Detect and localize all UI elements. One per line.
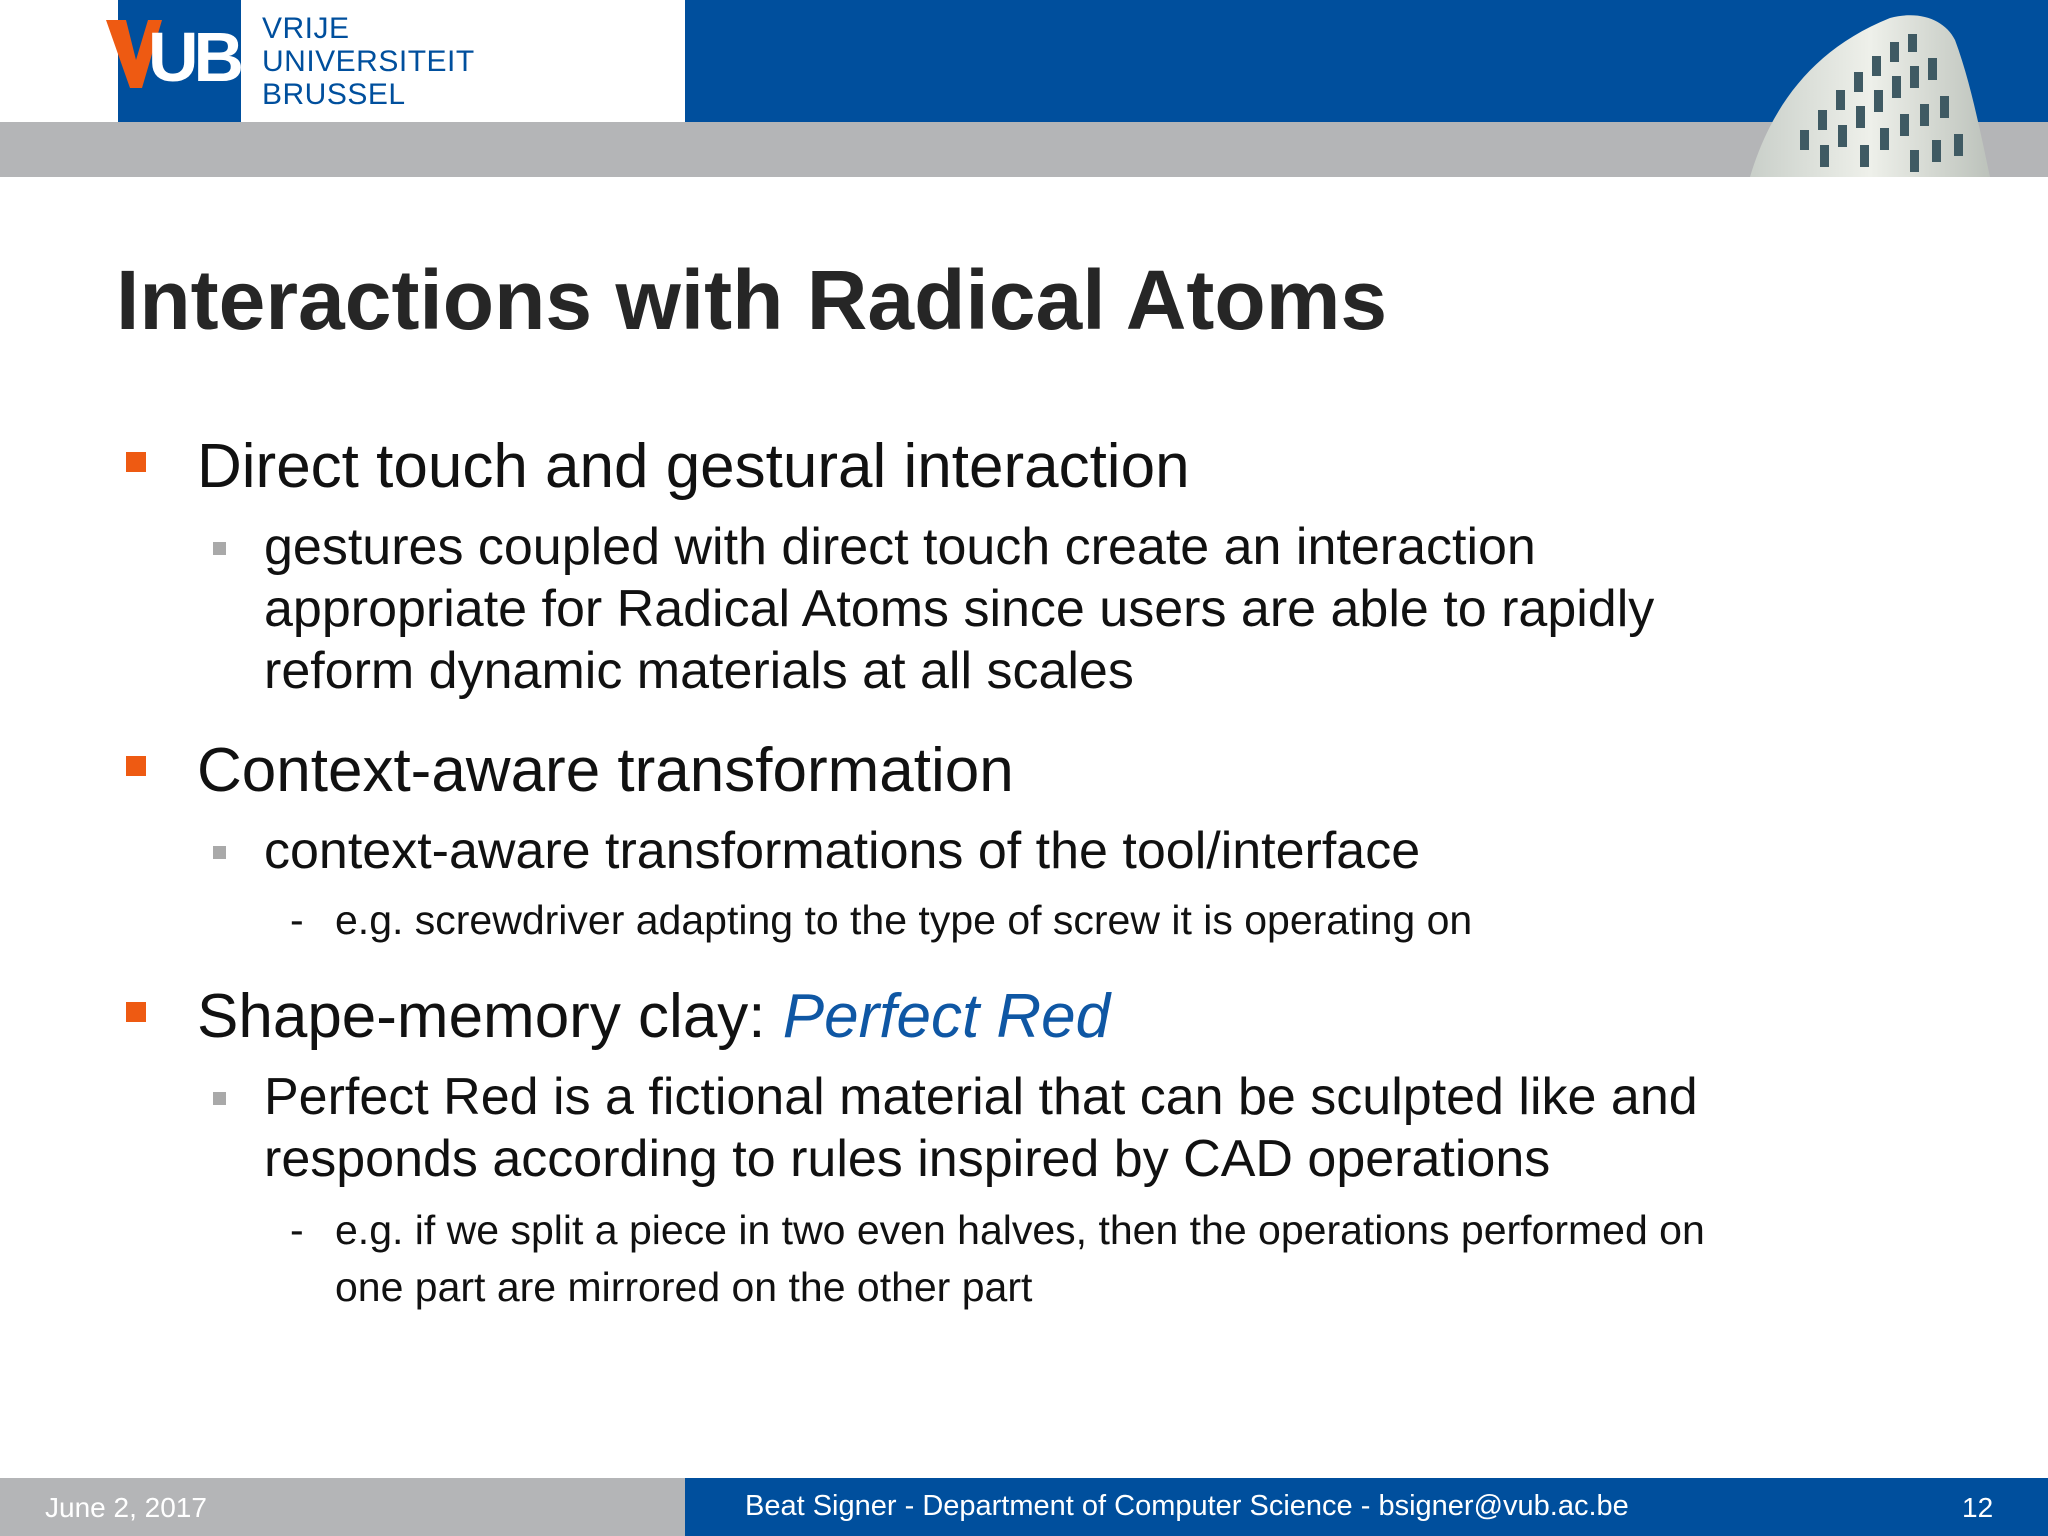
bullet-square-icon: [126, 452, 146, 472]
slide-title: Interactions with Radical Atoms: [116, 253, 1388, 347]
bullet-text: responds according to rules inspired by CAD operations: [264, 1130, 1551, 1188]
university-name: [262, 12, 475, 111]
bullet-text: reform dynamic materials at all scales: [264, 642, 1134, 700]
dash-bullet: -: [290, 897, 304, 943]
heading-highlight: Perfect Red: [782, 982, 1111, 1051]
footer-author: Beat Signer - Department of Computer Science - bsigner@vub.ac.be: [745, 1490, 1629, 1522]
section-heading: [197, 982, 1111, 1051]
bullet-text: context-aware transformations of the tool/interface: [264, 822, 1421, 880]
bullet-square-icon: [126, 1002, 146, 1022]
bullet-text: appropriate for Radical Atoms since users are able to rapidly: [264, 580, 1655, 638]
sub-bullet-square-icon: [213, 846, 226, 859]
sub-bullet-text: e.g. if we split a piece in two even halves, then the operations performed on: [335, 1207, 1705, 1253]
sub-bullet-square-icon: [213, 542, 226, 555]
bullet-text: Perfect Red is a fictional material that can be sculpted like and: [264, 1068, 1698, 1126]
building-photo: [1740, 0, 2000, 177]
dash-bullet: -: [290, 1207, 304, 1253]
university-name-line: BRUSSEL: [262, 78, 406, 111]
vub-logo-letters: UB: [148, 18, 240, 96]
footer-date: June 2, 2017: [45, 1492, 207, 1523]
page-number: 12: [1962, 1492, 1994, 1523]
bullet-square-icon: [126, 756, 146, 776]
heading-prefix: Shape-memory clay:: [197, 982, 783, 1051]
section-heading: Context-aware transformation: [197, 736, 1014, 805]
university-name-line: UNIVERSITEIT: [262, 45, 475, 78]
sub-bullet-square-icon: [213, 1092, 226, 1105]
university-name-line: VRIJE: [262, 12, 350, 45]
sub-bullet-text: e.g. screwdriver adapting to the type of screw it is operating on: [335, 897, 1473, 943]
sub-bullet-text: one part are mirrored on the other part: [335, 1264, 1033, 1310]
section-heading: Direct touch and gestural interaction: [197, 432, 1190, 501]
bullet-text: gestures coupled with direct touch create an interaction: [264, 518, 1536, 576]
